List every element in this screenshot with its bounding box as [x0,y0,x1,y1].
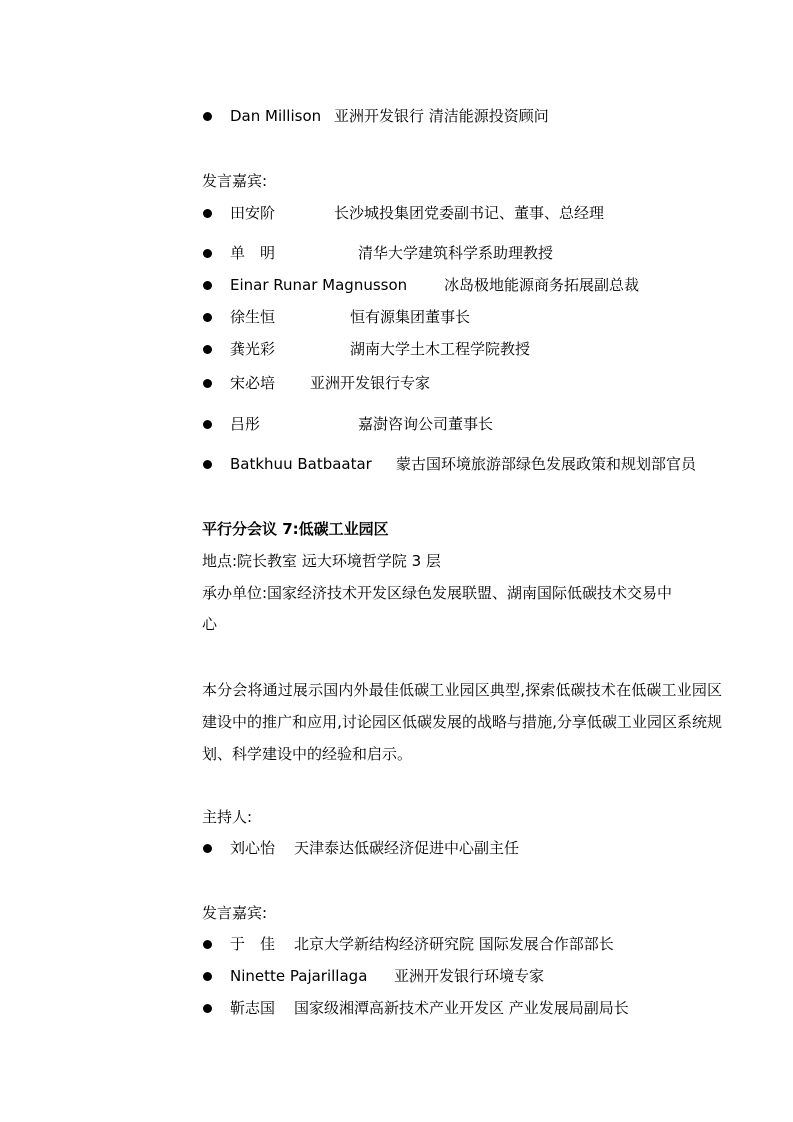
speaker-role: 恒有源集团董事长 [350,308,471,326]
speaker-name: Einar Runar Magnusson [230,276,408,294]
bullet-dot [203,281,212,290]
bullet-dot [203,209,212,218]
host-role: 天津泰达低碳经济促进中心副主任 [294,839,520,857]
speaker-name: 龚光彩 [230,340,276,358]
speaker-role: 冰岛极地能源商务拓展副总裁 [444,276,640,294]
speaker-name: 单 明 [230,244,276,262]
session-location: 地点:院长教室 远大环境哲学院 3 层 [202,552,441,570]
bullet-dot [203,460,212,469]
speaker-role: 清华大学建筑科学系助理教授 [358,244,554,262]
bullet-dot [203,972,212,981]
bullet-dot [203,112,212,121]
host-label: 主持人: [202,808,253,826]
bullet-dot [203,844,212,853]
speaker-role: 北京大学新结构经济研究院 国际发展合作部部长 [294,935,614,953]
bullet-dot [203,345,212,354]
session-description: 本分会将通过展示国内外最佳低碳工业园区典型,探索低碳技术在低碳工业园区建设中的推广和应用,讨论园区低碳发展的战略与措施,分享低碳工业园区系统规划、科学建设中的经验和启示。 [202,681,722,763]
speaker-role: 蒙古国环境旅游部绿色发展政策和规划部官员 [396,455,697,473]
bullet-dot [203,249,212,258]
top-item-role: 亚洲开发银行 清洁能源投资顾问 [334,107,549,125]
bullet-dot [203,313,212,322]
host-name: 刘心怡 [230,839,276,857]
session-organizer: 承办单位:国家经济技术开发区绿色发展联盟、湖南国际低碳技术交易中 [202,584,673,602]
speaker-role: 亚洲开发银行环境专家 [394,967,545,985]
speaker-name: Batkhuu Batbaatar [230,455,372,473]
speakers-label: 发言嘉宾: [202,172,268,190]
speaker-name: 吕彤 [230,415,261,433]
session-title: 平行分会议 7:低碳工业园区 [202,520,389,538]
bullet-dot [203,420,212,429]
speaker-role: 湖南大学土木工程学院教授 [350,340,531,358]
session-organizer-continued: 心 [202,615,218,633]
speaker-role: 亚洲开发银行专家 [310,374,431,392]
bullet-dot [203,379,212,388]
speaker-role: 国家级湘潭高新技术产业开发区 产业发展局副局长 [294,999,629,1017]
speaker-name: 宋必培 [230,374,276,392]
speaker-role: 嘉澍咨询公司董事长 [358,415,494,433]
speaker-name: 靳志国 [230,999,276,1017]
bullet-dot [203,1004,212,1013]
speaker-role: 长沙城投集团党委副书记、董事、总经理 [334,204,605,222]
speaker-name: 徐生恒 [230,308,276,326]
bullet-dot [203,940,212,949]
speakers-label: 发言嘉宾: [202,904,268,922]
speaker-name: 于 佳 [230,935,276,953]
top-item-name: Dan Millison [230,107,322,125]
speaker-name: 田安阶 [230,204,276,222]
speaker-name: Ninette Pajarillaga [230,967,368,985]
